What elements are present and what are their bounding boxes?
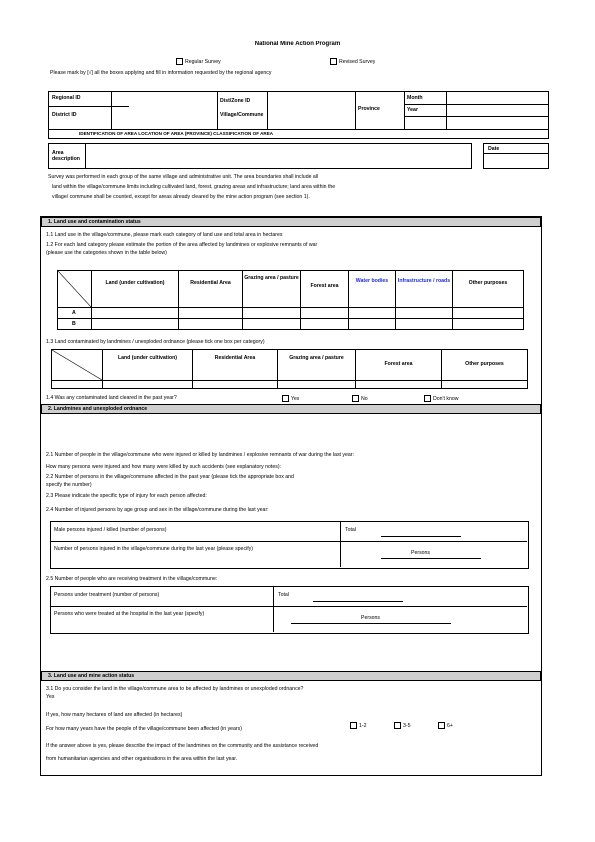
section-2-line-1: 2.1 Number of people in the village/commune who were injured or killed by landmines / explosive remnants of war during the last year: xyxy=(46,452,354,458)
section-3-line-4: If the answer above is yes, please describe the impact of the landmines on the community and the assistance received xyxy=(46,743,319,749)
section-2-line-4: 2.3 Please indicate the specific type of injury for each person affected: xyxy=(46,493,207,499)
treatment-table-row-1: Persons under treatment (number of persons) xyxy=(54,592,160,598)
t2-header-grazing: Grazing area / pasture xyxy=(289,355,344,361)
province-label: Province xyxy=(358,106,380,112)
intro-line-2: land within the village/commune limits including cultivated land, forest, grazing areas and infrastructure; land area within the xyxy=(52,184,336,190)
t1-header-forest: Forest area xyxy=(310,283,339,289)
contaminated-cleared-yes[interactable] xyxy=(282,395,299,402)
cleared-no-checkbox[interactable] xyxy=(352,395,359,402)
section-3-title: 3. Land use and mine action status xyxy=(48,673,135,679)
contamination-table xyxy=(51,349,528,389)
cleared-no-label: No xyxy=(361,395,368,402)
section-2-title: 2. Landmines and unexploded ordnance xyxy=(48,406,148,412)
years-option-3-label: 6+ xyxy=(447,722,453,729)
years-option-1[interactable] xyxy=(350,722,367,729)
section-1-line-4: 1.4 Was any contaminated land cleared in the past year? xyxy=(46,395,177,401)
section-2-line-3b: specify the number) xyxy=(46,482,92,488)
injured-persons-label: Persons xyxy=(411,550,431,556)
years-option-2-checkbox[interactable] xyxy=(394,722,401,729)
section-3-header xyxy=(41,671,541,681)
month-label: Month xyxy=(407,95,423,101)
years-option-2[interactable] xyxy=(394,722,411,729)
treatment-table-row-2: Persons who were treated at the hospital in the last year (specify) xyxy=(54,611,205,617)
village-label: Village/Commune xyxy=(220,112,264,118)
cleared-yes-label: Yes xyxy=(291,395,300,402)
t1-header-residential: Residential Area xyxy=(190,280,231,286)
injured-table-row-2: Number of persons injured in the village/commune during the last year (please specify) xyxy=(54,546,253,552)
area-description-box[interactable] xyxy=(48,143,472,169)
section-1-line-2: 1.2 For each land category please estimate the portion of the area affected by landmines or explosive remnants of war xyxy=(46,242,318,248)
t2-header-cultivation: Land (under cultivation) xyxy=(117,355,178,361)
regular-survey-option[interactable] xyxy=(176,58,221,65)
section-1-line-1: 1.1 Land use in the village/commune, please mark each category of land use and total area in hectares xyxy=(46,232,283,238)
instructions-note: Please mark by [√] all the boxes applying and fill in information requested by the regional agency xyxy=(50,70,272,76)
section-2-line-3: 2.2 Number of persons in the village/commune affected in the past year (please tick the appropriate box and xyxy=(46,474,294,480)
t1-row-b-label: B xyxy=(72,321,76,327)
section-2-line-2: How many persons were injured and how many were killed by such accidents (see explanatory notes): xyxy=(46,464,281,470)
regular-survey-checkbox[interactable] xyxy=(176,58,183,65)
cleared-yes-checkbox[interactable] xyxy=(282,395,289,402)
section-1-header xyxy=(41,217,541,227)
section-1-line-3: 1.3 Land contaminated by landmines / unexploded ordnance (please tick one box per category) xyxy=(46,339,265,345)
t2-header-forest: Forest area xyxy=(384,361,413,367)
revised-survey-checkbox[interactable] xyxy=(330,58,337,65)
section-3-line-1: 3.1 Do you consider the land in the village/commune area to be affected by landmines or unexploded ordnance? xyxy=(46,686,304,692)
section-2-line-6: 2.5 Number of people who are receiving treatment in the village/commune: xyxy=(46,576,218,582)
years-option-3-checkbox[interactable] xyxy=(438,722,445,729)
contaminated-cleared-no[interactable] xyxy=(352,395,368,402)
revised-survey-option[interactable] xyxy=(330,58,375,65)
area-description-label: Area description xyxy=(52,150,80,163)
section-2-line-5: 2.4 Number of injured persons by age group and sex in the village/commune during the last year: xyxy=(46,507,269,513)
treatment-table xyxy=(50,586,529,634)
t2-header-residential: Residential Area xyxy=(214,355,256,361)
year-label: Year xyxy=(407,107,418,113)
injured-table xyxy=(50,521,529,569)
section-3-line-5: from humanitarian agencies and other organisations in the area within the last year. xyxy=(46,756,238,762)
t1-header-infrastructure: Infrastructure / roads xyxy=(397,278,451,284)
years-option-1-label: 1-2 xyxy=(359,722,367,729)
section-3-line-1b: Yes xyxy=(46,694,55,700)
section-1-line-2b: (please use the categories shown in the table below) xyxy=(46,250,167,256)
years-option-1-checkbox[interactable] xyxy=(350,722,357,729)
regular-survey-label: Regular Survey xyxy=(185,58,221,65)
land-use-table xyxy=(57,270,524,330)
cleared-dk-label: Don't know xyxy=(433,395,459,402)
treatment-total-label: Total xyxy=(278,592,289,598)
regional-id-label: Regional ID xyxy=(52,95,81,101)
zone-id-label: Dist/Zone ID xyxy=(220,98,251,104)
section-3-line-2: If yes, how many hectares of land are affected (in hectares) xyxy=(46,712,183,718)
revised-survey-label: Revised Survey xyxy=(339,58,376,65)
t1-row-a-label: A xyxy=(72,310,76,316)
cleared-dk-checkbox[interactable] xyxy=(424,395,431,402)
district-id-label: District ID xyxy=(52,112,77,118)
section-2-header xyxy=(41,404,541,414)
t1-header-other: Other purposes xyxy=(468,280,508,286)
contaminated-cleared-dk[interactable] xyxy=(424,395,459,402)
treatment-persons-label: Persons xyxy=(361,615,381,621)
intro-line-1: Survey was performed in each group of the same village and administrative unit. The area boundaries shall include all xyxy=(48,174,319,180)
date-label: Date xyxy=(488,146,500,152)
t1-header-cultivation: Land (under cultivation) xyxy=(105,280,165,286)
years-option-2-label: 3-5 xyxy=(403,722,411,729)
form-title: National Mine Action Program xyxy=(254,41,341,47)
t1-header-grazing: Grazing area / pasture xyxy=(244,275,299,281)
intro-line-3: village/ commune shall be counted, except for areas already cleared by the mine action program (see section 1). xyxy=(52,194,310,200)
date-box[interactable] xyxy=(483,143,549,169)
injured-table-row-1: Male persons injured / killed (number of persons) xyxy=(54,527,167,533)
t1-header-water: Water bodies xyxy=(355,278,389,284)
section-3-line-3: For how many years have the people of the village/commune been affected (in years) xyxy=(46,726,242,732)
years-option-3[interactable] xyxy=(438,722,453,729)
identification-grid xyxy=(48,91,549,139)
identification-band: IDENTIFICATION OF AREA LOCATION OF AREA (PROVINCE) CLASSIFICATION OF AREA xyxy=(79,131,274,136)
section-1-title: 1. Land use and contamination status xyxy=(48,219,141,225)
injured-total-label: Total xyxy=(345,527,356,533)
t2-header-other: Other purposes xyxy=(465,361,504,367)
